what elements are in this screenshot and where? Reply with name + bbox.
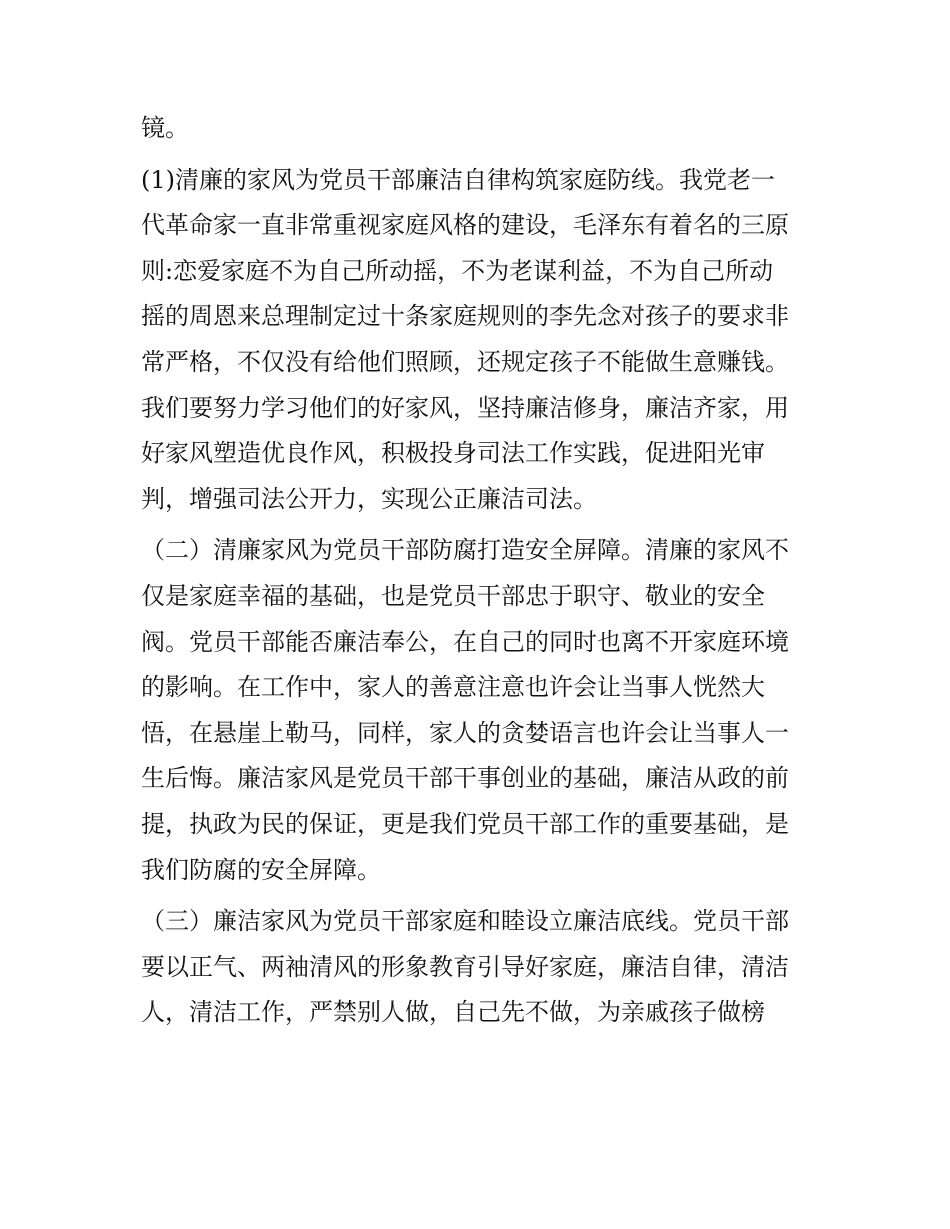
text-line: 我们要努力学习他们的好家风，坚持廉洁修身，廉洁齐家，用 [141, 393, 789, 422]
paragraph-continuation [141, 106, 816, 152]
text-line: （三）廉洁家风为党员干部家庭和睦设立廉洁底线。党员干部 [141, 907, 789, 936]
text-line: 要以正气、两袖清风的形象教育引导好家庭，廉洁自律，清洁 [141, 952, 789, 981]
text-line: 镜。 [141, 114, 189, 142]
text-line: 生后悔。廉洁家风是党员干部干事创业的基础，廉洁从政的前 [141, 764, 789, 793]
text-line: 仅是家庭幸福的基础，也是党员干部忠于职守、敬业的安全 [141, 581, 765, 610]
text-line: 好家风塑造优良作风，积极投身司法工作实践，促进阳光审 [141, 439, 765, 468]
paragraph-family-defense-line [141, 158, 816, 523]
document-body [141, 106, 816, 1036]
text-line: 的影响。在工作中，家人的善意注意也许会让当事人恍然大 [141, 673, 765, 702]
paragraph-anticorruption-barrier [141, 528, 816, 893]
text-line: （二）清廉家风为党员干部防腐打造安全屏障。清廉的家风不 [141, 536, 789, 565]
text-line: 悟，在悬崖上勒马，同样，家人的贪婪语言也许会让当事人一 [141, 718, 789, 747]
paragraph-family-harmony-baseline [141, 899, 816, 1036]
text-line: 我们防腐的安全屏障。 [141, 855, 381, 884]
text-line: 阀。党员干部能否廉洁奉公，在自己的同时也离不开家庭环境 [141, 627, 789, 656]
text-line: 则:恋爱家庭不为自己所动摇，不为老谋利益，不为自己所动 [141, 256, 774, 285]
text-line: 摇的周恩来总理制定过十条家庭规则的李先念对孩子的要求非 [141, 302, 789, 331]
text-line: 提，执政为民的保证，更是我们党员干部工作的重要基础，是 [141, 809, 789, 838]
text-line: (1)清廉的家风为党员干部廉洁自律构筑家庭防线。我党老一 [141, 165, 775, 194]
text-line: 判，增强司法公开力，实现公正廉洁司法。 [141, 484, 597, 513]
text-line: 常严格，不仅没有给他们照顾，还规定孩子不能做生意赚钱。 [141, 347, 789, 376]
text-line: 代革命家一直非常重视家庭风格的建设，毛泽东有着名的三原 [141, 211, 789, 240]
text-line: 人，清洁工作，严禁别人做，自己先不做，为亲戚孩子做榜 [141, 998, 765, 1027]
